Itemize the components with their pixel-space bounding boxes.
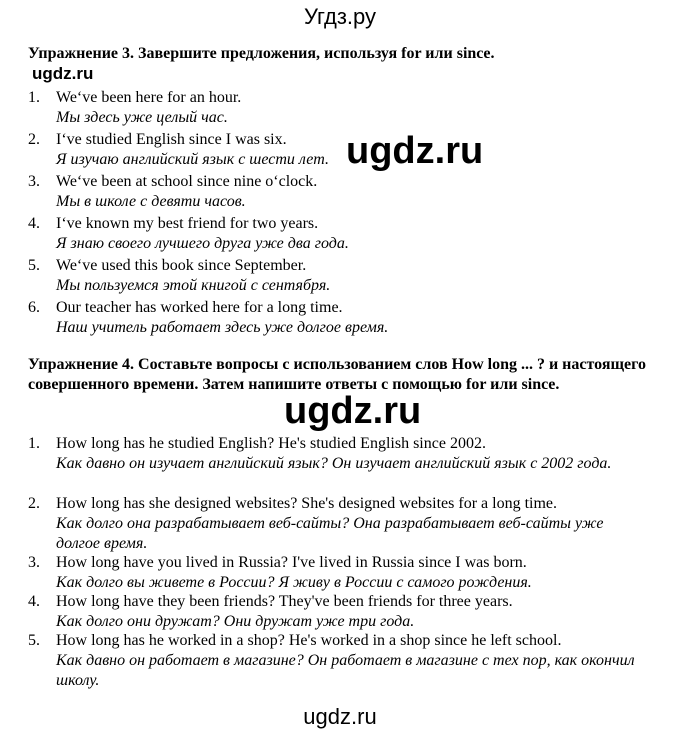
- item-number: 1.: [28, 89, 40, 106]
- item-english: How long have you lived in Russia? I've lived in Russia since I was born.: [56, 554, 527, 571]
- item-english: How long have they been friends? They've been friends for three years.: [56, 593, 513, 610]
- item-english: How long has he studied English? He's studied English since 2002.: [56, 435, 486, 452]
- item-number: 5.: [28, 632, 40, 649]
- item-russian: Мы здесь уже целый час.: [56, 109, 228, 126]
- site-title-top: Угдз.ру: [303, 4, 377, 29]
- item-russian: Как долго вы живете в России? Я живу в России с самого рождения.: [56, 574, 532, 591]
- item-number: 4.: [28, 593, 40, 610]
- item-english: We‘ve used this book since September.: [56, 257, 307, 274]
- item-number: 3.: [28, 554, 40, 571]
- item-number: 4.: [28, 215, 40, 232]
- item-russian: Как давно он изучает английский язык? Он изучает английский язык с 2002 года.: [56, 455, 612, 472]
- item-russian: Я изучаю английский язык с шести лет.: [56, 151, 329, 168]
- item-russian: Как давно он работает в магазине? Он работает в магазине с тех пор, как окончил школу.: [56, 652, 635, 689]
- item-number: 5.: [28, 257, 40, 274]
- item-russian: Я знаю своего лучшего друга уже два года.: [56, 235, 349, 252]
- exercise-4-title: Упражнение 4. Составьте вопросы с использованием слов How long ... ? и настоящего совершенного времени. Затем напишите ответы с помощью for или since.: [28, 356, 646, 393]
- item-number: 1.: [28, 435, 40, 452]
- item-english: Our teacher has worked here for a long time.: [56, 299, 343, 316]
- item-number: 6.: [28, 299, 40, 316]
- item-english: We‘ve been here for an hour.: [56, 89, 242, 106]
- item-number: 3.: [28, 173, 40, 190]
- item-number: 2.: [28, 131, 40, 148]
- watermark-large: ugdz.ru: [284, 390, 422, 432]
- item-russian: Наш учитель работает здесь уже долгое время.: [56, 319, 389, 336]
- item-english: How long has he worked in a shop? He's worked in a shop since he left school.: [56, 632, 562, 649]
- watermark-small: ugdz.ru: [32, 64, 94, 83]
- item-english: I‘ve studied English since I was six.: [56, 131, 287, 148]
- item-english: We‘ve been at school since nine o‘clock.: [56, 173, 318, 190]
- item-russian: Мы пользуемся этой книгой с сентября.: [56, 277, 331, 294]
- watermark-large: ugdz.ru: [346, 130, 484, 172]
- exercise-3-title: Упражнение 3. Завершите предложения, используя for или since.: [28, 45, 495, 62]
- item-number: 2.: [28, 495, 40, 512]
- item-russian: Мы в школе с девяти часов.: [56, 193, 246, 210]
- site-title-bottom: ugdz.ru: [303, 704, 377, 729]
- item-russian: Как долго они дружат? Они дружат уже три года.: [56, 613, 415, 630]
- item-english: I‘ve known my best friend for two years.: [56, 215, 319, 232]
- item-russian: Как долго она разрабатывает веб-сайты? Она разрабатывает веб-сайты уже долгое время.: [56, 515, 604, 552]
- item-english: How long has she designed websites? She's designed websites for a long time.: [56, 495, 558, 512]
